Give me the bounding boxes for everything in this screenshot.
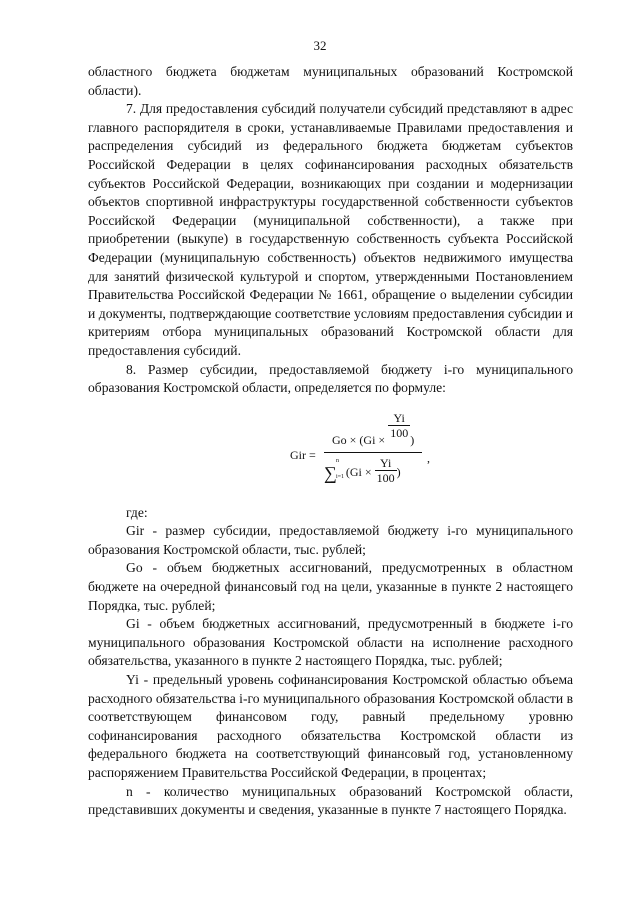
denominator-close: ) [396,464,401,479]
numerator-close: ) [410,432,415,447]
paragraph-8: 8. Размер субсидии, предоставляемой бюджету i-го муниципального образования Костромской области, определяется по формуле: [88,361,573,396]
denominator-hundred: 100 [376,470,395,485]
numerator-text: Go × (Gi × [332,432,386,447]
numerator-hundred: 100 [390,425,409,440]
paragraph-continuation: областного бюджета бюджетам муниципальных образований Костромской области). [88,64,573,98]
definition-go: Go - объем бюджетных ассигнований, предусмотренных в областном бюджете на очередной финансовый год на цели, указанные в пункте 2 настоящего Порядка, тыс. рублей; [88,560,573,613]
formula-comma: , [427,450,430,465]
definition-n: n - количество муниципальных образований Костромской области, представивших документы и сведения, указанные в пункте 7 настоящего Порядка. [88,783,573,818]
document-body [88,63,573,820]
numerator-fraction [388,411,410,440]
where-label: где: [126,504,148,520]
sum-lower: i=1 [336,473,345,480]
page-number: 32 [313,38,327,53]
sum-upper: n [336,457,339,464]
formula-lhs: Gir = [290,447,316,462]
denominator-text: (Gi × [345,464,372,479]
paragraph-7: 7. Для предоставления субсидий получатели субсидий представляют в адрес главного распорядителя в сроки, устанавливаемые Правилами предоставления и распределения субсидий из федерального бюджета бюджетам субъектов Российской Федерации в целях софинансирования расходных обязательств субъектов Российской Федерации, возникающих при создании и модернизации объектов спортивной инфраструктуры государственной собственности субъектов Российской Федерации (муниципальной собственности), а также при приобретении (выкупе) в государственную собственность субъекта Российской Федерации (муниципальную собственность) объектов недвижимого имущества для занятий физической культурой и спортом, утвержденными Постановлением Правительства Российской Федерации № 1661, обращение о выделении субсидии и документы, подтверждающие соответствие условиям предоставления субсидии и критериям отбора муниципальных образований Костромской области для предоставления субсидий. [88,101,573,358]
denominator-fraction [375,456,397,485]
numerator-yi: Yi [388,411,410,426]
definition-gir: Gir - размер субсидии, предоставляемой бюджету i-го муниципального образования Костромской области, тыс. рублей; [88,523,573,557]
subsidy-formula [88,408,573,496]
sum-symbol: ∑ [324,462,337,483]
formula-denominator [324,450,401,485]
definition-yi: Yi - предельный уровень софинансирования Костромской областью объема расходного обязательства i-го муниципального образования Костромской области в соответствующем финансовом году, равный предельному уровню софинансирования расходного обязательства Костромской области из федерального бюджета на соответствующий финансовый год, установленному распоряжением Правительства Российской Федерации, в процентах; [88,672,573,780]
denominator-yi: Yi [375,456,397,471]
definition-gi: Gi - объем бюджетных ассигнований, предусмотренный в бюджете i-го муниципального образования Костромской области на исполнение расходного обязательства, указанного в пункте 2 настоящего Порядка, тыс. рублей; [88,616,573,669]
